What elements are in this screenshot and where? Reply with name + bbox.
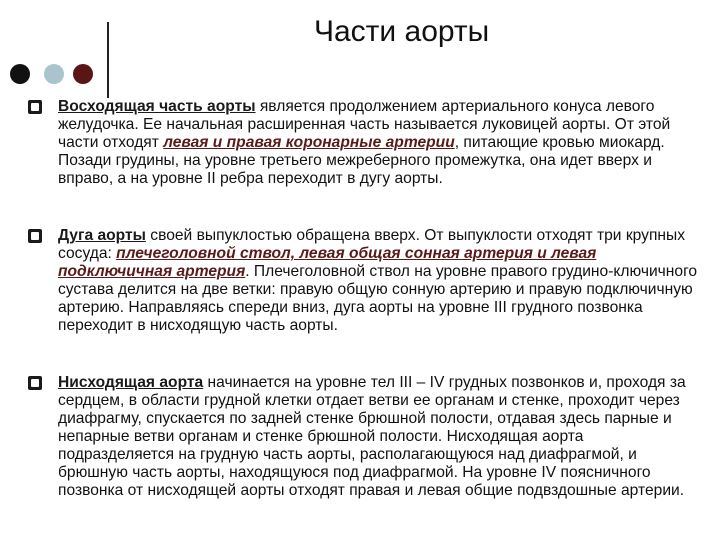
- paragraph-text-part: , питающие кровью миокард. Позади грудины, на уровне третьего межреберного промежутка, она идет вверх и вправо, а на уровне II ребра переходит в дугу аорты.: [58, 134, 665, 187]
- paragraph-descending-aorta: [28, 374, 700, 500]
- paragraph-text-part: является продолжением артериального конуса левого желудочка. Ее начальная расширенная часть называется луковицей аорты. От этой части отходят: [58, 98, 671, 151]
- highlight-arch-branches: плечеголовной ствол, левая общая сонная артерия и левая подключичная артерия: [58, 245, 597, 280]
- decorative-dots: [10, 64, 100, 86]
- highlight-coronary-arteries: левая и правая коронарные артерии: [163, 134, 455, 151]
- term-ascending-aorta: Восходящая часть аорты: [58, 98, 256, 115]
- checkbox-bullet-icon: [28, 229, 42, 243]
- title-divider-line: [107, 22, 109, 98]
- paragraph-text: [28, 98, 700, 188]
- light-blue-dot-icon: [44, 64, 64, 84]
- paragraph-text-part: своей выпуклостью обращена вверх. От выпуклости отходят три крупных сосуда:: [58, 227, 686, 262]
- checkbox-bullet-icon: [28, 376, 42, 390]
- paragraph-text: [28, 227, 700, 335]
- paragraph-aortic-arch: [28, 227, 700, 335]
- dark-red-dot-icon: [73, 64, 93, 84]
- paragraph-ascending-aorta: [28, 98, 700, 188]
- term-aortic-arch: Дуга аорты: [58, 227, 146, 244]
- checkbox-bullet-icon: [28, 100, 42, 114]
- paragraph-text: [28, 374, 700, 500]
- paragraph-text-part: . Плечеголовной ствол на уровне правого грудино-ключичного сустава делится на две ветки: правую общую сонную артерию и правую подключичную артерию. Направляясь спереди вниз, дуга аорты на уровне III грудного позвонка переходит в нисходящую часть аорты.: [58, 263, 698, 334]
- slide-title: Части аорты: [314, 15, 490, 48]
- black-dot-icon: [10, 64, 30, 84]
- paragraph-text-part: начинается на уровне тел III – IV грудных позвонков и, проходя за сердцем, в области грудной клетки отдает ветви ее органам и стенке, проходит через диафрагму, спускается по задней стенке брюшной полости, отдавая здесь парные и непарные ветви органам и стенке брюшной полости. Нисходящая аорта подразделяется на грудную часть аорты, располагающуюся над диафрагмой, и брюшную часть аорты, находящуюся под диафрагмой. На уровне IV поясничного позвонка от нисходящей аорты отходят правая и левая общие подвздошные артерии.: [58, 374, 686, 499]
- term-descending-aorta: Нисходящая аорта: [58, 374, 204, 391]
